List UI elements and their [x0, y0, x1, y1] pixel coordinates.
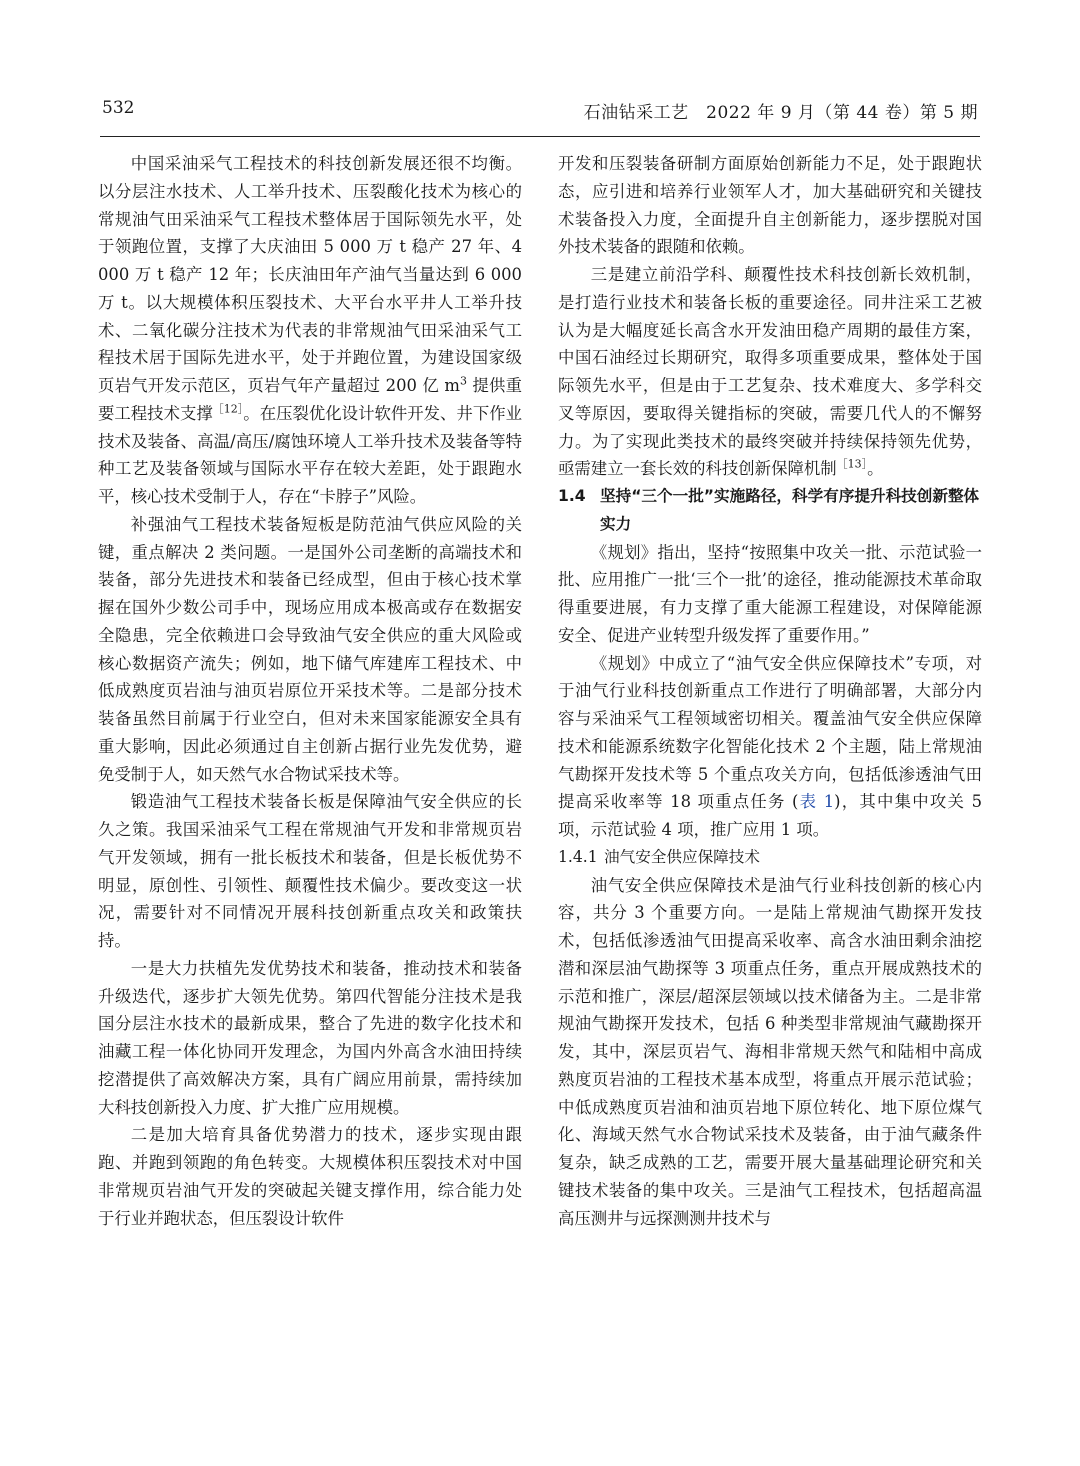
paragraph-third-measure: 三是建立前沿学科、颠覆性技术科技创新长效机制，是打造行业技术和装备长板的重要途径。同井注采工艺被认为是大幅度延长高含水开发油田稳产周期的最佳方案，中国石油经过长期研究，取得多项重要成果，整体处于国际领先水平，但是由于工艺复杂、技术难度大、多学科交叉等原因，要取得关键指标的突破，需要几代人的不懈努力。为了实现此类技术的最终突破并持续保持领先优势，亟需建立一套长效的科技创新保障机制$^{[13]}$。 [558, 265, 982, 479]
right-column [558, 150, 982, 1232]
paragraph-supply-security: 油气安全供应保障技术是油气行业科技创新的核心内容，共分 3 个重要方向。一是陆上常规油气勘探开发技术，包括低渗透油气田提高采收率、高含水油田剩余油挖潜和深层油气勘探等 3 项重点任务，重点开展成熟技术的示范和推广，深层/超深层领域以技术储备为主。二是非常规油气勘探开发技术，包括 6 种类型非常规油气藏勘探开发，其中，深层页岩气、海相非常规天然气和陆相中高成熟度页岩油的工程技术基本成型，将重点开展示范试验；中低成熟度页岩油和油页岩地下原位转化、地下原位煤气化、海域天然气水合物试采技术及装备，由于油气藏条件复杂，缺乏成熟的工艺，需要开展大量基础理论研究和关键技术装备的集中攻关。三是油气工程技术，包括超高温高压测井与远探测测井技术与 [558, 875, 982, 1228]
left-column [98, 150, 522, 1232]
paragraph-continuation: 开发和压裂装备研制方面原始创新能力不足，处于跟跑状态，应引进和培养行业领军人才，加大基础研究和关键技术装备投入力度，全面提升自主创新能力，逐步摆脱对国外技术装备的跟随和依赖。 [558, 154, 982, 257]
citation-13[interactable]: ［13］ [836, 457, 868, 471]
paragraph-first-measure: 一是大力扶植先发优势技术和装备，推动技术和装备升级迭代，逐步扩大领先优势。第四代智能分注技术是我国分层注水技术的最新成果，整合了先进的数字化技术和油藏工程一体化协同开发理念，为国内外高含水油田持续挖潜提供了高效解决方案，具有广阔应用前景，需持续加大科技创新投入力度、扩大推广应用规模。 [98, 958, 522, 1117]
paragraph-special-project: 《规划》中成立了“油气安全供应保障技术”专项，对于油气行业科技创新重点工作进行了明确部署，大部分内容与采油采气工程领域密切相关。覆盖油气安全供应保障技术和能源系统数字化智能化技术 2 个主题，陆上常规油气勘探开发技术等 5 个重点攻关方向，包括低渗透油气田提高采收率等 18 项重点任务 (表 1)，其中集中攻关 5 项，示范试验 4 项，推广应用 1 项。 [558, 653, 983, 839]
paragraph-shortboard: 补强油气工程技术装备短板是防范油气供应风险的关键，重点解决 2 类问题。一是国外公司垄断的高端技术和装备，部分先进技术和装备已经成型，但由于核心技术掌握在国外少数公司手中，现场应用成本极高或存在数据安全隐患，完全依赖进口会导致油气安全供应的重大风险或核心数据资产流失；例如，地下储气库建库工程技术、中低成熟度页岩油与油页岩原位开采技术等。二是部分技术装备虽然目前属于行业空白，但对未来国家能源安全具有重大影响，因此必须通过自主创新占据行业先发优势，避免受制于人，如天然气水合物试采技术等。 [98, 514, 522, 784]
paragraph-longboard: 锻造油气工程技术装备长板是保障油气安全供应的长久之策。我国采油采气工程在常规油气开发和非常规页岩气开发领域，拥有一批长板技术和装备，但是长板优势不明显，原创性、引领性、颠覆性技术偏少。要改变这一状况，需要针对不同情况开展科技创新重点攻关和政策扶持。 [98, 792, 522, 950]
subsection-title: 油气安全供应保障技术 [604, 847, 760, 866]
subsection-heading-1-4-1 [558, 844, 982, 872]
table-1-link[interactable]: 表 1 [798, 792, 835, 812]
citation-12[interactable]: ［12］ [212, 402, 244, 416]
section-heading-1-4 [558, 483, 982, 539]
subsection-number: 1.4.1 [558, 847, 598, 866]
paragraph-second-measure: 二是加大培育具备优势潜力的技术，逐步实现由跟跑、并跑到领跑的角色转变。大规模体积压裂技术对中国非常规页岩油气开发的突破起关键支撑作用，综合能力处于行业并跑状态，但压裂设计软件 [98, 1125, 522, 1228]
paragraph-innovation-balance: 中国采油采气工程技术的科技创新发展还很不均衡。以分层注水技术、人工举升技术、压裂酸化技术为核心的常规油气田采油采气工程技术整体居于国际领先水平，处于领跑位置，支撑了大庆油田 5 000 万 t 稳产 27 年、4 000 万 t 稳产 12 年；长庆油田年产油气当量达到 6 000 万 t。以大规模体积压裂技术、大平台水平井人工举升技术、二氧化碳分注技术为代表的非常规油气田采油采气工程技术居于国际先进水平，处于并跑位置，为建设国家级页岩气开发示范区，页岩气年产量超过 200 亿 $m^3$ 提供重要工程技术支撑$^{[12]}$。在压裂优化设计软件开发、井下作业技术及装备、高温/高压/腐蚀环境人工举升技术及装备等特种工艺及装备领域与国际水平存在较大差距，处于跟跑水平，核心技术受制于人，存在“卡脖子”风险。 [98, 154, 523, 506]
paragraph-plan-quote: 《规划》指出，坚持“按照集中攻关一批、示范试验一批、应用推广一批‘三个一批’的途径，推动能源技术革命取得重要进展，有力支撑了重大能源工程建设，对保障能源安全、促进产业转型升级发挥了重要作用。” [558, 542, 982, 645]
superscript: 3 [459, 374, 467, 388]
page-number: 532 [102, 98, 135, 118]
journal-citation: 石油钻采工艺 2022 年 9 月（第 44 卷）第 5 期 [583, 103, 978, 123]
section-title: 坚持“三个一批”实施路径，科学有序提升科技创新整体实力 [600, 487, 980, 533]
section-number: 1.4 [558, 487, 586, 505]
running-header [100, 96, 980, 137]
